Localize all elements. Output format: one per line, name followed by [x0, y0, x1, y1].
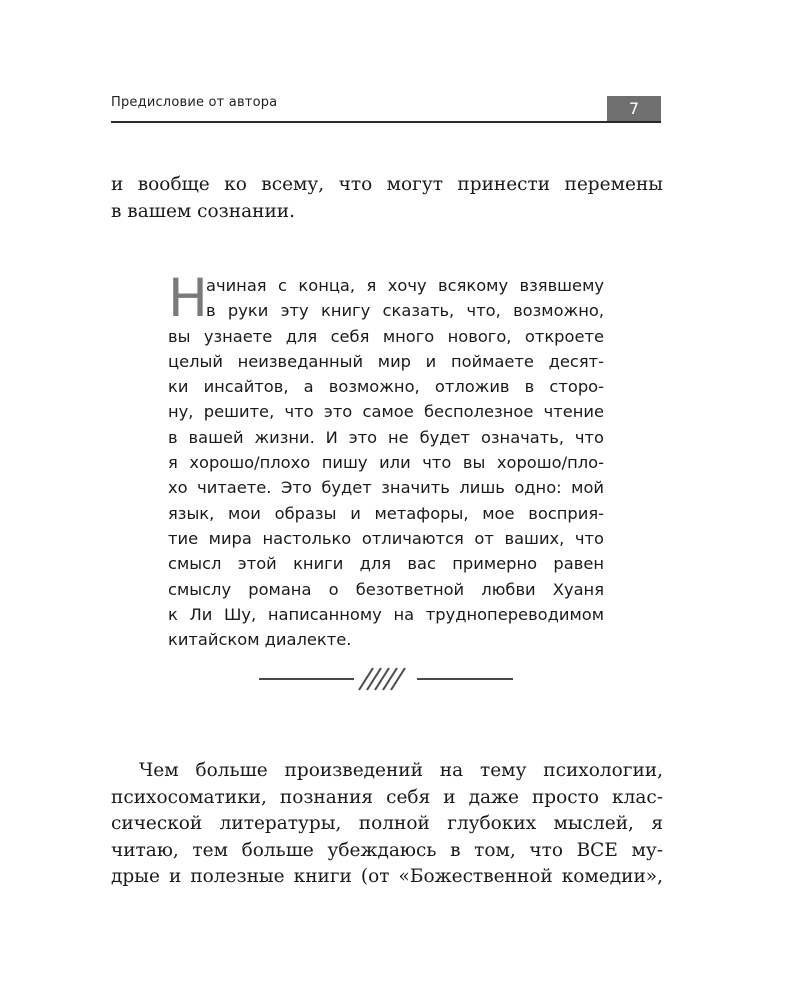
divider-slash: [391, 668, 405, 690]
text-line: дрые и полезные книги (от «Божественной комедии»,: [111, 866, 663, 887]
inset-line: ки инсайтов, а возможно, отложив в сторо-: [168, 377, 604, 397]
inset-line: тие мира настолько отличаются от ваших, что: [168, 528, 604, 548]
inset-line: к Ли Шу, написанному на труднопереводимом: [168, 604, 604, 624]
inset-line: язык, мои образы и метафоры, мое восприя-: [168, 503, 604, 523]
divider-slash: [367, 668, 381, 690]
page-number: 7: [607, 96, 661, 121]
inset-passage: [168, 268, 604, 652]
running-title: Предисловие от автора: [111, 95, 278, 110]
inset-line: вы узнаете для себя много нового, откроете: [168, 326, 604, 346]
drop-cap: Н: [168, 268, 208, 329]
inset-line: хо читаете. Это будет значить лишь одно: мой: [168, 478, 604, 498]
inset-line: целый неизведанный мир и поймаете десят-: [168, 351, 604, 371]
section-divider-ornament: [256, 664, 516, 694]
continuation-text: [111, 172, 663, 225]
text-line: и вообще ко всему, что могут принести перемены: [111, 174, 663, 195]
text-line: в вашем сознании.: [111, 200, 295, 222]
text-line: сической литературы, полной глубоких мыслей, я: [111, 813, 663, 834]
text-line: Чем больше произведений на тему психологии,: [139, 760, 663, 781]
inset-line: ачиная с конца, я хочу всякому взявшему: [206, 276, 604, 295]
divider-slash: [375, 668, 389, 690]
inset-line: в вашей жизни. И это не будет означать, что: [168, 427, 604, 447]
text-line: читаю, тем больше убеждаюсь в том, что ВСЕ му-: [111, 839, 663, 861]
inset-line: ну, решите, что это самое бесполезное чтение: [168, 402, 604, 422]
inset-line: смыслу романа о безответной любви Хуаня: [168, 579, 604, 599]
inset-line: китайском диалекте.: [168, 630, 352, 650]
inset-line: смысл этой книги для вас примерно равен: [168, 554, 604, 574]
inset-line: в руки эту книгу сказать, что, возможно,: [206, 301, 604, 321]
body-paragraph: [111, 758, 663, 891]
divider-slash: [359, 668, 373, 690]
running-header: [111, 94, 661, 124]
divider-slash: [383, 668, 397, 690]
text-line: психосоматики, познания себя и даже просто клас-: [111, 786, 663, 808]
header-rule: [111, 121, 661, 123]
inset-line: я хорошо/плохо пишу или что вы хорошо/пло-: [168, 453, 604, 473]
